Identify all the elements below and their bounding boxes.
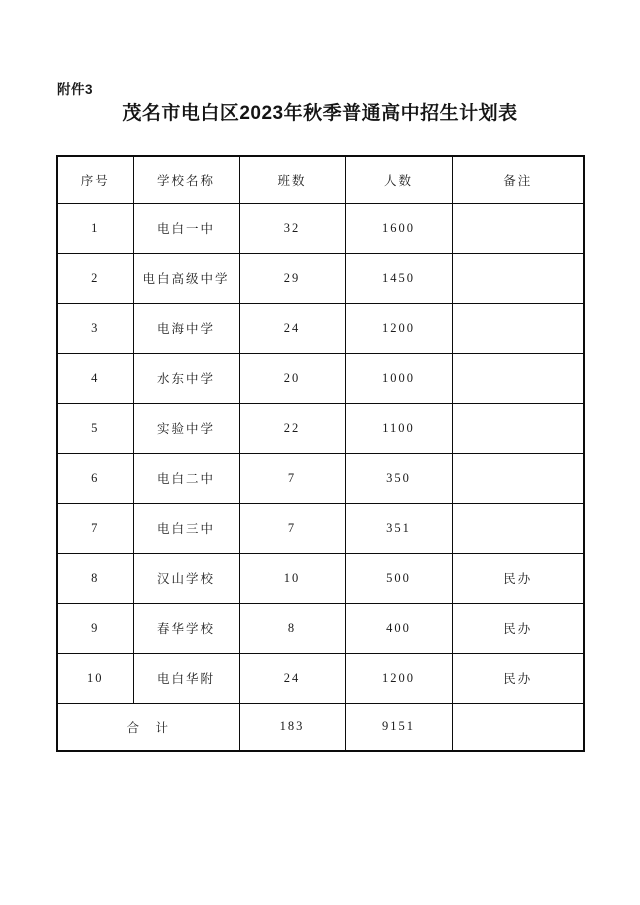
cell-classes: 10 [239,553,345,603]
table-row [57,553,584,603]
cell-school: 春华学校 [133,603,239,653]
cell-students: 350 [345,453,452,503]
total-remark [452,703,584,751]
cell-serial: 4 [57,353,133,403]
cell-classes: 7 [239,453,345,503]
cell-classes: 24 [239,653,345,703]
cell-school: 电白高级中学 [133,253,239,303]
cell-classes: 20 [239,353,345,403]
cell-remark [452,203,584,253]
cell-students: 400 [345,603,452,653]
table-header-row [57,156,584,203]
cell-remark [452,403,584,453]
cell-classes: 22 [239,403,345,453]
cell-serial: 9 [57,603,133,653]
enrollment-plan-table [56,155,585,752]
cell-students: 1600 [345,203,452,253]
cell-remark [452,353,584,403]
table-row [57,453,584,503]
cell-school: 电海中学 [133,303,239,353]
cell-school: 汉山学校 [133,553,239,603]
cell-classes: 32 [239,203,345,253]
attachment-label: 附件3 [57,82,94,97]
header-serial-number: 序号 [57,156,133,203]
table-row [57,253,584,303]
table-row [57,203,584,253]
table-row [57,603,584,653]
cell-remark [452,303,584,353]
table-row [57,403,584,453]
cell-school: 电白一中 [133,203,239,253]
cell-remark: 民办 [452,603,584,653]
cell-students: 351 [345,503,452,553]
cell-classes: 7 [239,503,345,553]
total-classes: 183 [239,703,345,751]
table-row [57,653,584,703]
cell-school: 电白三中 [133,503,239,553]
header-student-count: 人数 [345,156,452,203]
table-row [57,303,584,353]
table-total-row [57,703,584,751]
cell-students: 500 [345,553,452,603]
cell-serial: 7 [57,503,133,553]
cell-serial: 5 [57,403,133,453]
cell-remark [452,453,584,503]
table-row [57,353,584,403]
cell-remark [452,503,584,553]
cell-remark [452,253,584,303]
cell-school: 电白华附 [133,653,239,703]
cell-serial: 2 [57,253,133,303]
header-school-name: 学校名称 [133,156,239,203]
cell-students: 1200 [345,653,452,703]
cell-serial: 10 [57,653,133,703]
table-row [57,503,584,553]
cell-remark: 民办 [452,553,584,603]
cell-serial: 1 [57,203,133,253]
cell-remark: 民办 [452,653,584,703]
cell-school: 水东中学 [133,353,239,403]
cell-school: 实验中学 [133,403,239,453]
cell-classes: 29 [239,253,345,303]
header-class-count: 班数 [239,156,345,203]
total-students: 9151 [345,703,452,751]
cell-students: 1000 [345,353,452,403]
cell-serial: 8 [57,553,133,603]
cell-school: 电白二中 [133,453,239,503]
header-remark: 备注 [452,156,584,203]
cell-serial: 3 [57,303,133,353]
cell-students: 1200 [345,303,452,353]
page-title: 茂名市电白区2023年秋季普通高中招生计划表 [122,103,518,124]
cell-students: 1100 [345,403,452,453]
cell-students: 1450 [345,253,452,303]
cell-classes: 24 [239,303,345,353]
cell-serial: 6 [57,453,133,503]
total-label: 合 计 [57,703,239,751]
cell-classes: 8 [239,603,345,653]
